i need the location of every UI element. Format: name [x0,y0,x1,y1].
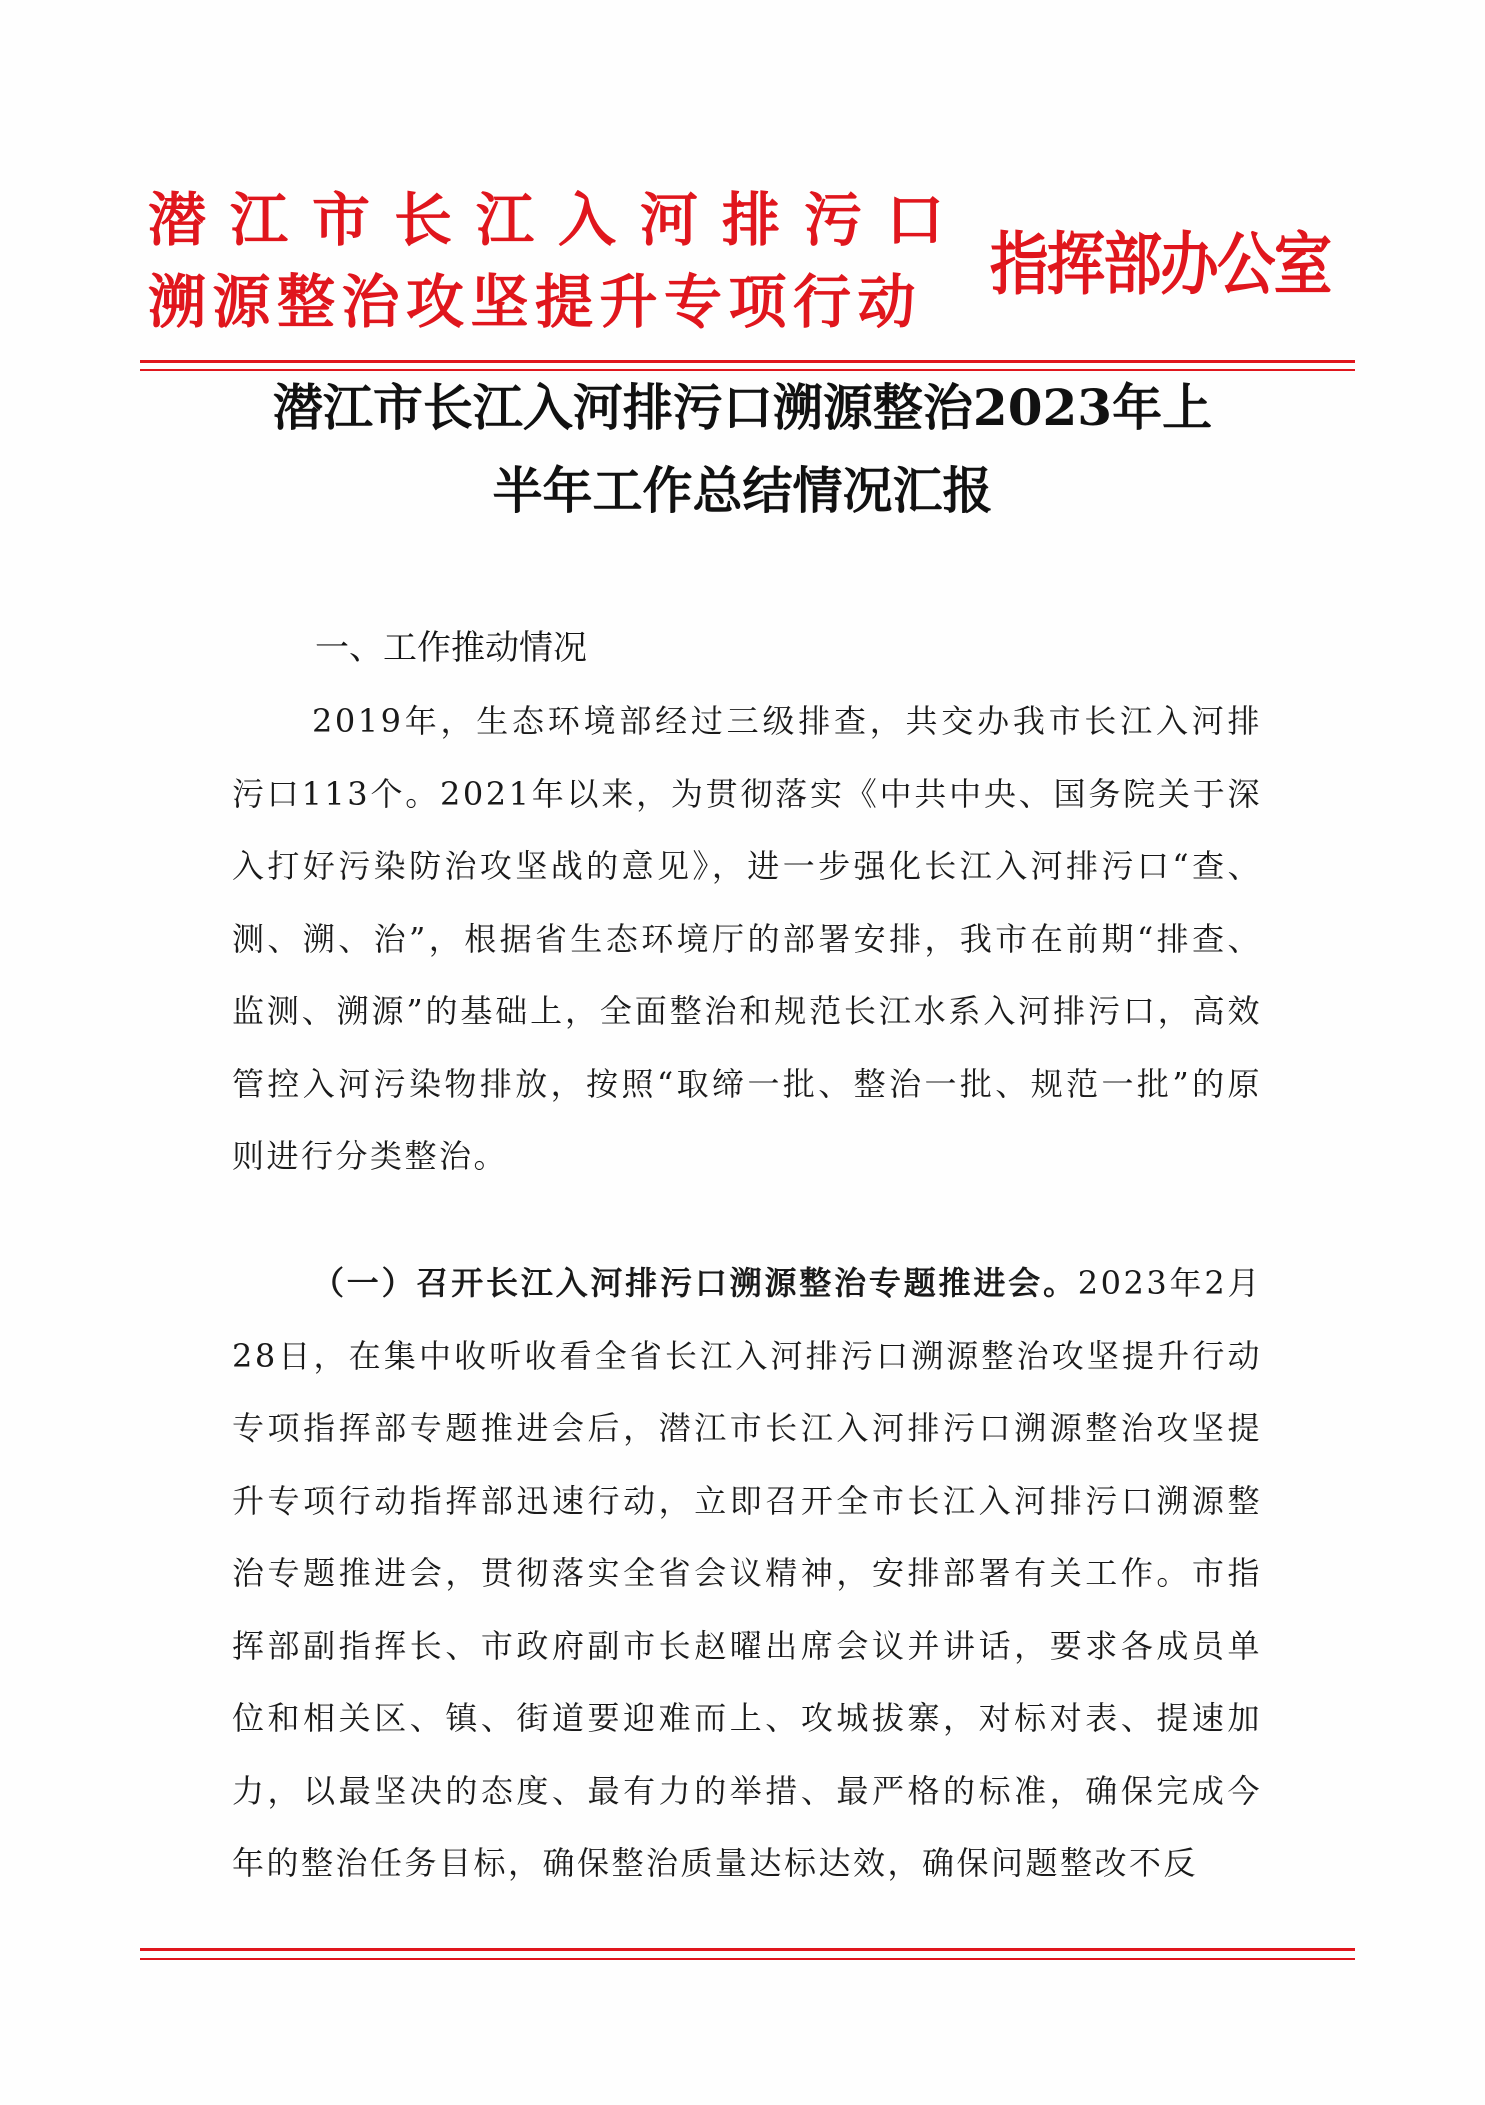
body-paragraph-2 [232,1247,1262,1900]
footer-rule-thin [140,1958,1355,1960]
letterhead-office: 指挥部办公室 [990,226,1331,305]
body-paragraph-1: 2019年，生态环境部经过三级排查，共交办我市长江入河排污口113个。2021年以来，为贯彻落实《中共中央、国务院关于深入打好污染防治攻坚战的意见》，进一步强化长江入河排污口“查、测、溯、治”，根据省生态环境厅的部署安排，我市在前期“排查、监测、溯源”的基础上，全面整治和规范长江水系入河排污口，高效管控入河污染物排放，按照“取缔一批、整治一批、规范一批”的原则进行分类整治。 [232,702,1262,1175]
letterhead-line-2: 溯源整治攻坚提升专项行动 [148,268,923,336]
letterhead-rule-thin [140,369,1355,371]
document-title-line-2: 半年工作总结情况汇报 [492,461,993,520]
document-title-line-1: 潜江市长江入河排污口溯源整治2023年上 [272,378,1213,437]
paragraph-2-lead: （一）召开长江入河排污口溯源整治专题推进会。 [312,1264,1078,1302]
letterhead [140,185,1340,345]
letterhead-rule-thick [140,360,1355,363]
paragraph-2-text: 2023年2月28日，在集中收听收看全省长江入河排污口溯源整治攻坚提升行动专项指挥部专题推进会后，潜江市长江入河排污口溯源整治攻坚提升专项行动指挥部迅速行动，立即召开全市长江入河排污口溯源整治专题推进会，贯彻落实全省会议精神，安排部署有关工作。市指挥部副指挥长、市政府副市长赵曜出席会议并讲话，要求各成员单位和相关区、镇、街道要迎难而上、攻城拔寨，对标对表、提速加力，以最坚决的态度、最有力的举措、最严格的标准，确保完成今年的整治任务目标，确保整治质量达标达效，确保问题整改不反 [232,1264,1262,1882]
letterhead-line-1: 潜江市长江入河排污口 [148,186,969,254]
section-heading: 一、工作推动情况 [315,628,587,668]
footer-rule-thick [140,1948,1355,1951]
